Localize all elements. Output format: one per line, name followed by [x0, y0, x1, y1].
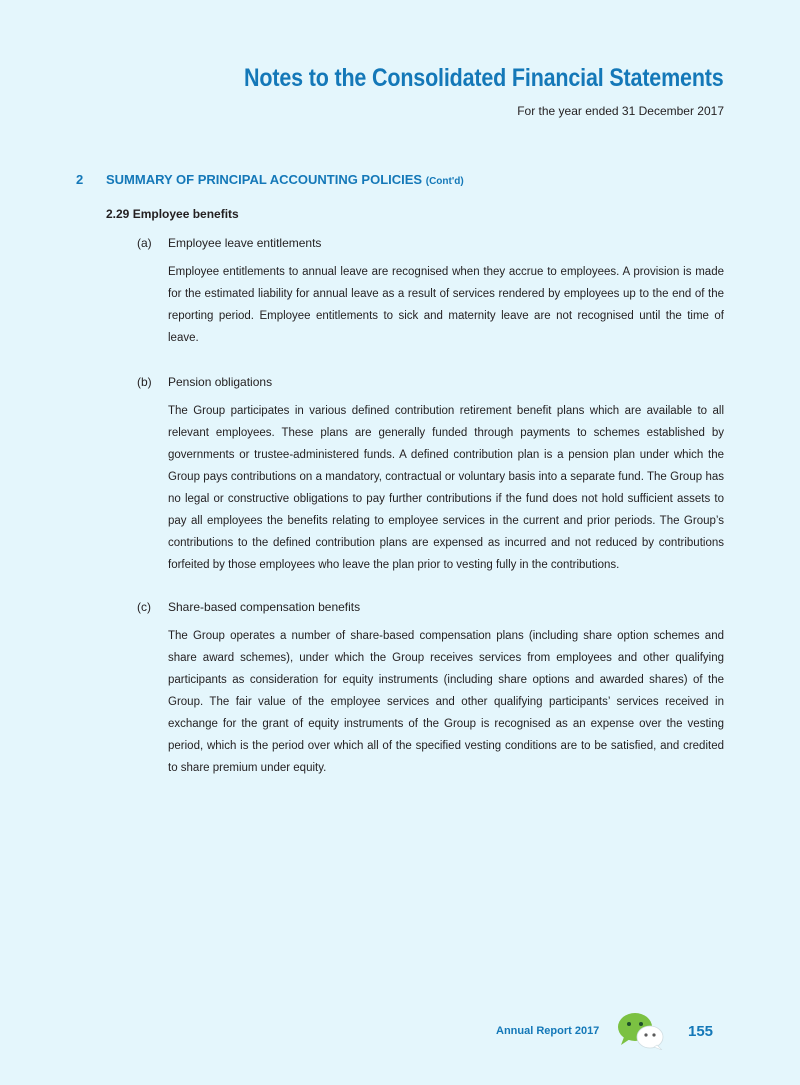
- section-title: SUMMARY OF PRINCIPAL ACCOUNTING POLICIES: [106, 172, 423, 187]
- item-letter: (b): [137, 375, 152, 389]
- section-number: 2: [76, 172, 84, 187]
- section-heading: [76, 172, 464, 187]
- item-c-heading: [137, 600, 360, 614]
- footer-report-title: Annual Report 2017: [496, 1025, 600, 1037]
- item-b-paragraph: The Group participates in various defined contribution retirement benefit plans which are available to all relevant employees. These plans are generally funded through payments to schemes established by governments or trustee-administered funds. A defined contribution plan is a pension plan under which the Group pays contributions on a mandatory, contractual or voluntary basis into a separate fund. The Group has no legal or constructive obligations to pay further contributions if the fund does not hold sufficient assets to pay all employees the benefits relating to employee services in the current and prior periods. The Group’s contributions to the defined contribution plans are expensed as incurred and not reduced by contributions forfeited by those employees who leave the plan prior to vesting fully in the contributions.: [168, 405, 724, 571]
- item-title: Pension obligations: [168, 375, 273, 389]
- subsection-heading: 2.29 Employee benefits: [106, 207, 239, 221]
- item-letter: (c): [137, 600, 151, 614]
- section-cont: (Cont'd): [425, 176, 464, 187]
- item-title: Share-based compensation benefits: [168, 600, 361, 614]
- item-a-paragraph: Employee entitlements to annual leave are recognised when they accrue to employees. A provision is made for the estimated liability for annual leave as a result of services rendered by employees up to the end of the reporting period. Employee entitlements to sick and maternity leave are not recognised until the time of leave.: [168, 266, 724, 344]
- item-b-heading: [137, 375, 272, 389]
- page-subtitle: For the year ended 31 December 2017: [517, 104, 724, 118]
- wechat-logo-icon: [616, 1010, 666, 1050]
- page-title: Notes to the Consolidated Financial Statements: [244, 64, 724, 92]
- item-c-paragraph: The Group operates a number of share-based compensation plans (including share option schemes and share award schemes), under which the Group receives services from employees and other qualifying participants as consideration for equity instruments (including share options and awarded shares) of the Group. The fair value of the employee services and other qualifying participants’ services received in exchange for the grant of equity instruments of the Group is recognised as an expense over the vesting period, which is the period over which all of the specified vesting conditions are to be satisfied, and credited to share premium under equity.: [168, 630, 724, 774]
- page-number: 155: [688, 1023, 714, 1040]
- item-letter: (a): [137, 236, 152, 250]
- item-a-heading: [137, 236, 321, 250]
- item-title: Employee leave entitlements: [168, 236, 322, 250]
